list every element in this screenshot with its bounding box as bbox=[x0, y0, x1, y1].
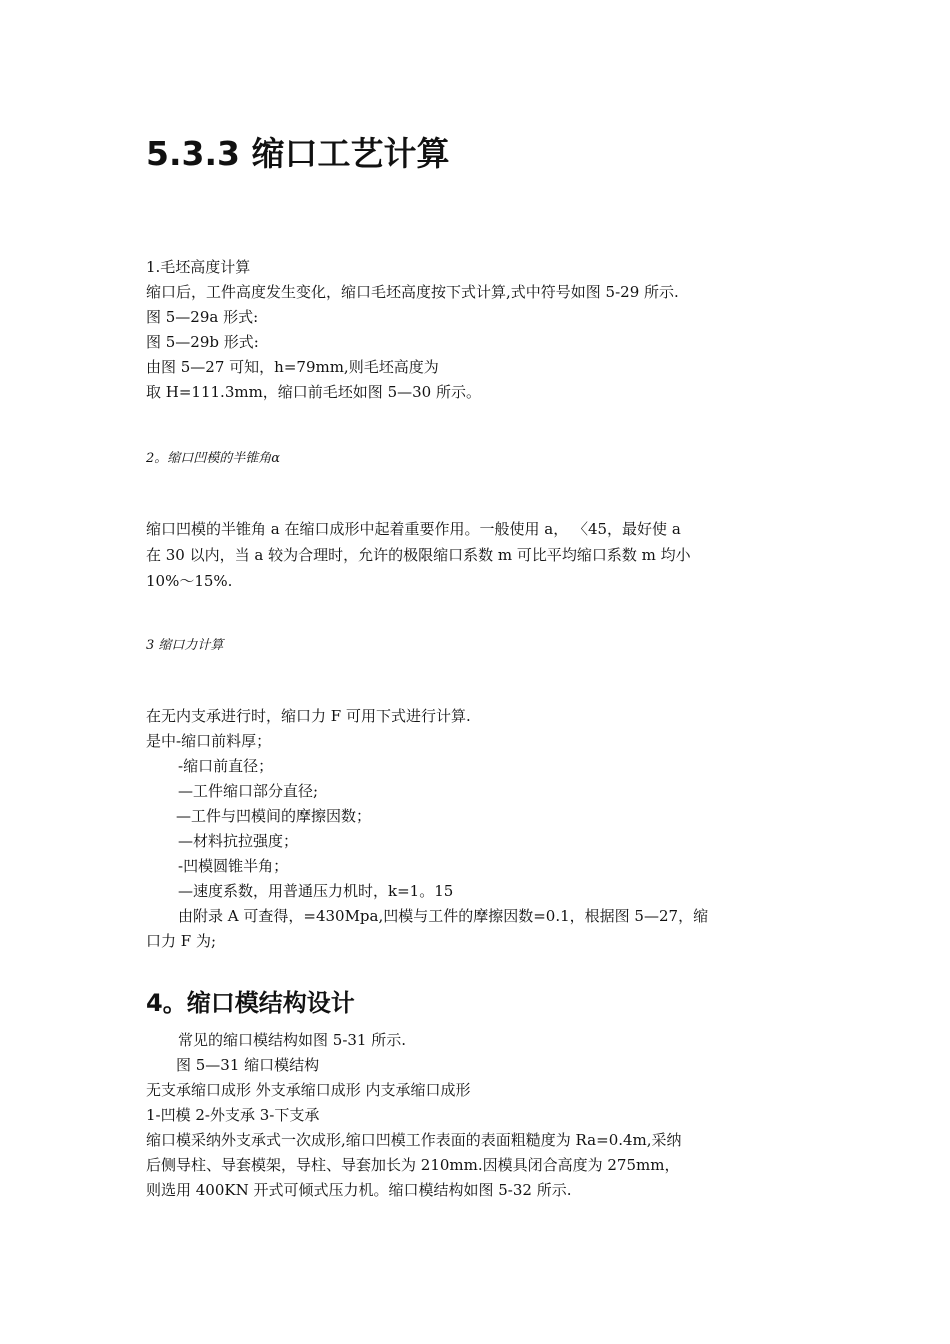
paragraph-line: 在无内支承进行时，缩口力 F 可用下式进行计算. bbox=[146, 707, 471, 725]
paragraph-line: —工件缩口部分直径; bbox=[178, 782, 319, 800]
paragraph-line: —速度系数，用普通压力机时，k=1。15 bbox=[178, 882, 454, 900]
page-title: 5.3.3 缩口工艺计算 bbox=[146, 134, 450, 173]
paragraph-line: —材料抗拉强度； bbox=[178, 832, 299, 850]
paragraph-line: —工件与凹模间的摩擦因数； bbox=[176, 807, 372, 825]
paragraph-line: 图 5—29b 形式: bbox=[146, 333, 259, 351]
paragraph-line: 缩口后，工件高度发生变化，缩口毛坯高度按下式计算,式中符号如图 5-29 所示. bbox=[146, 283, 679, 301]
section-3-heading: 3 缩口力计算 bbox=[146, 638, 224, 653]
paragraph-line: 口力 F 为; bbox=[146, 932, 216, 950]
paragraph-line: 图 5—31 缩口模结构 bbox=[176, 1056, 320, 1074]
paragraph-line: 由图 5—27 可知，h=79mm,则毛坯高度为 bbox=[146, 358, 439, 376]
paragraph-line: 缩口模采纳外支承式一次成形,缩口凹模工作表面的表面粗糙度为 Ra=0.4m,采纳 bbox=[146, 1131, 682, 1149]
paragraph-line: 常见的缩口模结构如图 5-31 所示. bbox=[178, 1031, 407, 1049]
paragraph-line: 由附录 A 可查得，=430Mpa,凹模与工件的摩擦因数=0.1，根据图 5—27，缩 bbox=[178, 907, 709, 925]
paragraph-line: 在 30 以内，当 a 较为合理时，允许的极限缩口系数 m 可比平均缩口系数 m 均小 bbox=[146, 546, 691, 564]
paragraph-line: 后侧导柱、导套模架，导柱、导套加长为 210mm.因模具闭合高度为 275mm， bbox=[146, 1156, 680, 1174]
paragraph-line: 取 H=111.3mm，缩口前毛坯如图 5—30 所示。 bbox=[146, 383, 481, 401]
paragraph-line: -缩口前直径； bbox=[178, 757, 274, 775]
paragraph-line: 图 5—29a 形式: bbox=[146, 308, 259, 326]
paragraph-line: 缩口凹模的半锥角 a 在缩口成形中起着重要作用。一般使用 a， 〈45，最好使 a bbox=[146, 520, 681, 538]
paragraph-line: 无支承缩口成形 外支承缩口成形 内支承缩口成形 bbox=[146, 1081, 471, 1099]
paragraph-line: -凹模圆锥半角； bbox=[178, 857, 289, 875]
section-1-heading: 1.毛坯高度计算 bbox=[146, 258, 251, 276]
paragraph-line: 是中-缩口前料厚； bbox=[146, 732, 272, 750]
paragraph-line: 10%～15%. bbox=[146, 572, 233, 590]
section-2-heading: 2。缩口凹模的半锥角α bbox=[146, 451, 281, 466]
paragraph-line: 1-凹模 2-外支承 3-下支承 bbox=[146, 1106, 320, 1124]
paragraph-line: 则选用 400KN 开式可倾式压力机。缩口模结构如图 5-32 所示. bbox=[146, 1181, 572, 1199]
section-4-heading: 4。缩口模结构设计 bbox=[146, 989, 355, 1017]
